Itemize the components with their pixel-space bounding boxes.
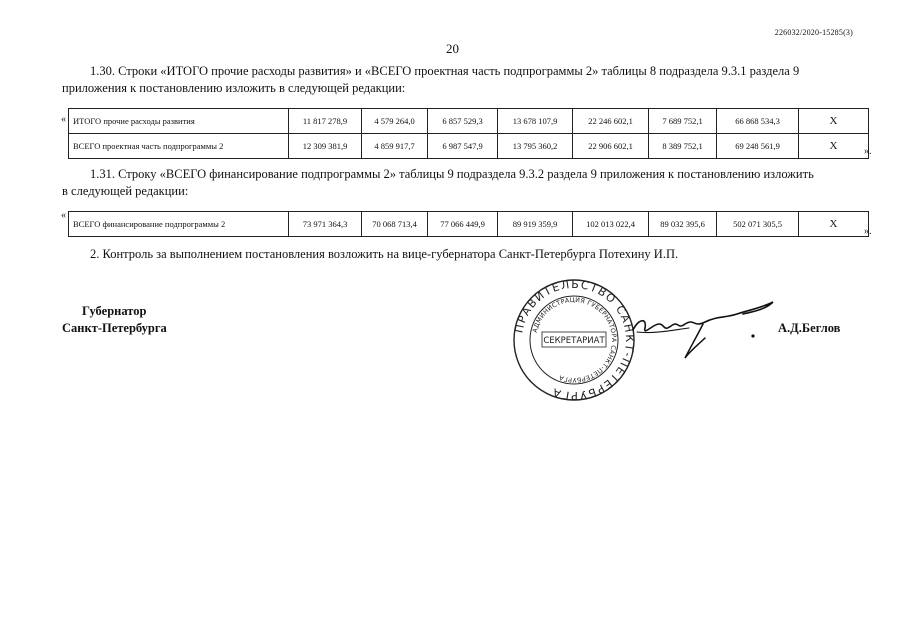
row-value: 77 066 449,9 bbox=[428, 212, 498, 237]
table2-open-quote: « bbox=[61, 210, 66, 221]
document-id: 226032/2020-15285(3) bbox=[774, 28, 853, 37]
table-row bbox=[69, 109, 869, 134]
row-mark: Х bbox=[799, 109, 869, 134]
official-seal bbox=[512, 278, 636, 402]
row-value: 6 987 547,9 bbox=[428, 134, 498, 159]
table-9-row bbox=[68, 211, 869, 237]
row-value: 22 906 602,1 bbox=[573, 134, 649, 159]
item-1-31-line2: в следующей редакции: bbox=[62, 184, 189, 198]
signer-name: А.Д.Беглов bbox=[778, 321, 841, 335]
table-8-rows bbox=[68, 108, 869, 159]
row-value: 70 068 713,4 bbox=[362, 212, 428, 237]
table1-open-quote: « bbox=[61, 114, 66, 125]
page-number: 20 bbox=[446, 41, 459, 56]
row-value: 13 678 107,9 bbox=[498, 109, 573, 134]
row-value: 8 389 752,1 bbox=[649, 134, 717, 159]
row-mark: Х bbox=[799, 134, 869, 159]
row-value: 6 857 529,3 bbox=[428, 109, 498, 134]
row-value: 11 817 278,9 bbox=[289, 109, 362, 134]
row-value: 89 032 395,6 bbox=[649, 212, 717, 237]
row-label: ВСЕГО проектная часть подпрограммы 2 bbox=[69, 134, 289, 159]
row-label: ВСЕГО финансирование подпрограммы 2 bbox=[69, 212, 289, 237]
signer-title-line1: Губернатор bbox=[82, 304, 147, 318]
row-label: ИТОГО прочие расходы развития bbox=[69, 109, 289, 134]
item-1-30 bbox=[62, 63, 862, 97]
row-value: 7 689 752,1 bbox=[649, 109, 717, 134]
row-value: 4 579 264,0 bbox=[362, 109, 428, 134]
row-value: 69 248 561,9 bbox=[717, 134, 799, 159]
row-value: 22 246 602,1 bbox=[573, 109, 649, 134]
row-value: 12 309 381,9 bbox=[289, 134, 362, 159]
item-1-31 bbox=[62, 166, 862, 200]
row-value: 502 071 305,5 bbox=[717, 212, 799, 237]
item-1-31-line1: 1.31. Строку «ВСЕГО финансирование подпрограммы 2» таблицы 9 подраздела 9.3.2 раздела 9 приложения к постановлению изложить bbox=[90, 167, 814, 181]
row-value: 4 859 917,7 bbox=[362, 134, 428, 159]
table-row bbox=[69, 212, 869, 237]
table2-close-quote: ». bbox=[864, 226, 872, 237]
row-value: 102 013 022,4 bbox=[573, 212, 649, 237]
table1-close-quote: ». bbox=[864, 146, 872, 157]
svg-text:АДМИНИСТРАЦИЯ ГУБЕРНАТОРА САНК: АДМИНИСТРАЦИЯ ГУБЕРНАТОРА САНКТ-ПЕТЕРБУРГА bbox=[531, 296, 618, 384]
row-mark: Х bbox=[799, 212, 869, 237]
row-value: 13 795 360,2 bbox=[498, 134, 573, 159]
row-value: 73 971 364,3 bbox=[289, 212, 362, 237]
table-row bbox=[69, 134, 869, 159]
handwritten-signature bbox=[625, 288, 785, 368]
row-value: 66 868 534,3 bbox=[717, 109, 799, 134]
signer-title-line2: Санкт-Петербурга bbox=[62, 321, 167, 335]
row-value: 89 919 359,9 bbox=[498, 212, 573, 237]
signer-title bbox=[62, 303, 167, 337]
svg-text:ПРАВИТЕЛЬСТВО САНКТ-ПЕТЕРБУРГА: ПРАВИТЕЛЬСТВО САНКТ-ПЕТЕРБУРГА bbox=[512, 278, 636, 402]
item-1-30-line2: приложения к постановлению изложить в следующей редакции: bbox=[62, 81, 406, 95]
svg-text:СЕКРЕТАРИАТ: СЕКРЕТАРИАТ bbox=[543, 336, 605, 346]
item-2: 2. Контроль за выполнением постановления возложить на вице-губернатора Санкт-Петербурга Потехину И.П. bbox=[90, 247, 679, 261]
item-1-30-line1: 1.30. Строки «ИТОГО прочие расходы развития» и «ВСЕГО проектная часть подпрограммы 2» таблицы 8 подраздела 9.3.1 раздела 9 bbox=[90, 64, 800, 78]
